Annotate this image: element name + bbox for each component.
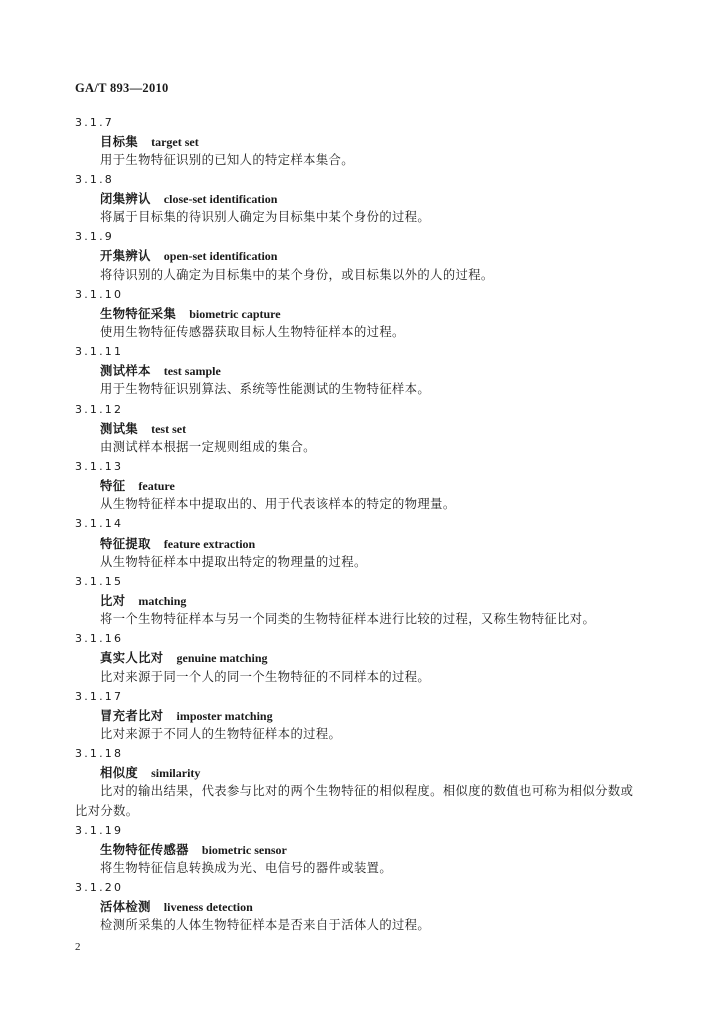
term-line (75, 706, 675, 725)
clause-number: 3.1.18 (75, 747, 124, 761)
term-english: genuine matching (176, 651, 268, 666)
term-chinese: 目标集 (100, 133, 139, 149)
definition-text: 由测试样本根据一定规则组成的集合。 (100, 439, 316, 454)
term-line (75, 189, 675, 208)
term-chinese: 冒充者比对 (100, 707, 164, 723)
clause-number: 3.1.14 (75, 517, 124, 531)
terms-list (75, 113, 675, 936)
definition-text: 比对来源于不同人的生物特征样本的过程。 (100, 727, 342, 741)
term-line (75, 897, 675, 916)
term-english: test set (151, 421, 187, 436)
definition-text: 使用生物特征传感器获取目标人生物特征样本的过程。 (100, 325, 405, 340)
term-entry (75, 400, 675, 457)
clause-number: 3.1.10 (75, 287, 124, 301)
term-chinese: 特征 (100, 478, 126, 494)
term-entry (75, 227, 675, 284)
term-chinese: 真实人比对 (100, 650, 164, 666)
term-chinese: 测试集 (100, 420, 139, 436)
definition-text: 将待识别的人确定为目标集中的某个身份，或目标集以外的人的过程。 (100, 267, 494, 282)
term-entry (75, 514, 675, 571)
definition-text: 用于生物特征识别算法、系统等性能测试的生物特征样本。 (100, 382, 431, 397)
clause-number: 3.1.16 (75, 632, 124, 646)
term-english: biometric capture (189, 306, 281, 321)
term-entry (75, 744, 675, 821)
term-chinese: 活体检测 (100, 899, 151, 915)
term-entry (75, 342, 675, 399)
term-line (75, 361, 675, 380)
term-line (75, 840, 675, 859)
term-line (75, 534, 675, 553)
term-chinese: 闭集辨认 (100, 191, 151, 207)
term-english: feature extraction (163, 536, 256, 551)
definition-text: 将生物特征信息转换成为光、电信号的器件或装置。 (100, 860, 393, 875)
term-english: similarity (151, 766, 201, 781)
term-english: biometric sensor (201, 842, 287, 857)
clause-number: 3.1.9 (75, 230, 114, 244)
clause-number: 3.1.15 (75, 574, 124, 588)
definition-text: 检测所采集的人体生物特征样本是否来自于活体人的过程。 (100, 918, 431, 933)
term-english: imposter matching (176, 708, 273, 723)
term-english: feature (138, 479, 175, 494)
term-line (75, 476, 675, 495)
term-english: open-set identification (163, 249, 278, 264)
term-entry (75, 878, 675, 935)
definition-text: 从生物特征样本中提取出的、用于代表该样本的特定的物理量。 (100, 497, 456, 512)
definition-text: 比对来源于同一个人的同一个生物特征的不同样本的过程。 (100, 669, 431, 684)
definition-text: 比对的输出结果，代表参与比对的两个生物特征的相似程度。相似度的数值也可称为相似分数或 (100, 784, 634, 799)
term-entry (75, 170, 675, 227)
clause-number: 3.1.8 (75, 172, 114, 186)
page-number: 2 (75, 941, 81, 953)
term-entry (75, 629, 675, 686)
term-english: test sample (163, 364, 221, 379)
definition-text: 从生物特征样本中提取出特定的物理量的过程。 (100, 554, 367, 569)
term-entry (75, 285, 675, 342)
term-line (75, 246, 675, 265)
term-line (75, 591, 675, 610)
term-chinese: 开集辨认 (100, 248, 151, 264)
term-english: close-set identification (163, 192, 278, 207)
clause-number: 3.1.19 (75, 823, 124, 837)
definition-text: 将一个生物特征样本与另一个同类的生物特征样本进行比较的过程，又称生物特征比对。 (100, 612, 596, 627)
term-line (75, 304, 675, 323)
term-entry (75, 687, 675, 744)
clause-number: 3.1.13 (75, 460, 124, 474)
term-entry (75, 457, 675, 514)
clause-number: 3.1.17 (75, 689, 124, 703)
clause-number: 3.1.7 (75, 115, 114, 129)
term-chinese: 测试样本 (100, 363, 151, 379)
definition-text: 将属于目标集的待识别人确定为目标集中某个身份的过程。 (100, 210, 431, 225)
term-english: liveness detection (163, 900, 253, 915)
term-chinese: 比对 (100, 593, 126, 609)
term-chinese: 生物特征采集 (100, 305, 177, 321)
term-line (75, 648, 675, 667)
term-entry (75, 572, 675, 629)
clause-number: 3.1.12 (75, 402, 124, 416)
clause-number: 3.1.20 (75, 881, 124, 895)
term-chinese: 特征提取 (100, 535, 151, 551)
term-line (75, 419, 675, 438)
term-entry (75, 113, 675, 170)
term-line (75, 763, 675, 782)
term-entry (75, 821, 675, 878)
standard-code-header: GA/T 893—2010 (75, 81, 169, 95)
definition-text: 用于生物特征识别的已知人的特定样本集合。 (100, 152, 354, 167)
term-line (75, 132, 675, 151)
term-chinese: 生物特征传感器 (100, 841, 189, 857)
term-english: target set (151, 134, 199, 149)
definition-continuation: 比对分数。 (75, 803, 139, 818)
term-chinese: 相似度 (100, 765, 139, 781)
term-english: matching (138, 594, 187, 609)
clause-number: 3.1.11 (75, 345, 124, 359)
